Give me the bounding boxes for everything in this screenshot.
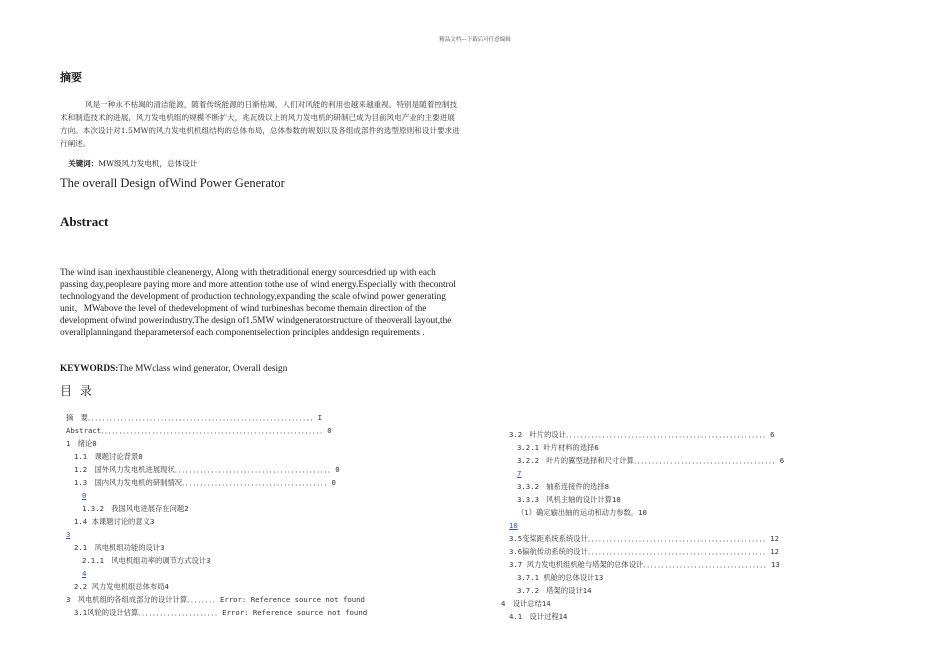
toc-entry[interactable]: 1 绪论0 <box>66 439 97 448</box>
en-abstract-body: The wind isan inexhaustible cleanenergy, Along with thetraditional energy sourcesdried up with each passing day,peopleare paying more and more attention tothe use of wind energy.Especially with thecontrol technologyand the development of production technology,expanding the scale ofwind power generating unit，MWabove the level of thedevelopment of wind turbineshas become themain direction of the development ofwind powerindustry.The design of1.5MW windgeneratorstructure of theoverall layout,the overallplanningand theparametersof each componentselection principles anddesign requirements . <box>60 268 456 338</box>
toc-entry[interactable]: 3.1风轮的设计估算．．．．．．．．．．．．．．．．．．．．．．Error: Reference source not found <box>74 608 368 617</box>
toc-title: 目 录 <box>60 384 94 398</box>
toc-entry[interactable]: 3.3.2 轴系连接件的选择8 <box>517 482 610 491</box>
toc-page-link[interactable]: 10 <box>509 521 518 530</box>
zh-keywords-label: 关键词： <box>68 159 99 168</box>
toc-page-link[interactable]: 3 <box>66 530 71 539</box>
en-keywords-value: The MWclass wind generator, Overall design <box>118 364 288 374</box>
toc-entry[interactable]: 摘 要．．．．．．．．．．．．．．．．．．．．．．．．．．．．．．．．．．．．．．．．．．．．．．．．．．．．．．．．．．．．．．I <box>66 413 323 422</box>
toc-entry[interactable]: 3.7.2 塔架的设计14 <box>517 586 592 595</box>
toc-entry[interactable]: 3.7.1 机舱的总体设计13 <box>517 573 604 582</box>
toc-entry[interactable]: 2.1.1 风电机组功率的调节方式设计3 <box>82 556 211 565</box>
toc-entry[interactable]: 1.3 国内风力发电机的研制情况．．．．．．．．．．．．．．．．．．．．．．．．．．．．．．．．．．．．．．．．0 <box>74 478 336 487</box>
toc-page-link[interactable]: 0 <box>82 491 87 500</box>
toc-entry[interactable]: 3.7 风力发电机组机舱与塔架的总体设计．．．．．．．．．．．．．．．．．．．．．．．．．．．．．．．．．．13 <box>509 560 780 569</box>
en-keywords <box>60 363 287 374</box>
toc-entry[interactable]: 1.3.2 我国风电进展存在问题2 <box>82 504 189 513</box>
toc-entry[interactable]: 4.1 设计过程14 <box>509 612 568 621</box>
toc-page-link[interactable]: 7 <box>517 469 522 478</box>
toc-page-link[interactable]: 4 <box>82 569 87 578</box>
toc-entry[interactable]: 3.6偏航传动系统的设计．．．．．．．．．．．．．．．．．．．．．．．．．．．．．．．．．．．．．．．．．．．．．．．．．12 <box>509 547 779 556</box>
zh-abstract-body: 风是一种永不枯竭的清洁能源，随着传统能源的日渐枯竭，人们对风能的利用也越来越重视。特别是随着控制技术和制造技术的进展，风力发电机组的规模不断扩大，兆瓦级以上的风力发电机的研制已成为目前风电产业的主要进展方向。本次设计对1.5MW的风力发电机机组结构的总体布局，总体参数的规划以及各组成部件的选型原则和设计要求进行阐述。 <box>60 100 460 148</box>
toc-entry[interactable]: 2.1 风电机组功能的设计3 <box>74 543 165 552</box>
en-abstract-heading: Abstract <box>60 214 109 229</box>
toc-entry[interactable]: 3.2.1 叶片材料的选择6 <box>517 443 599 452</box>
toc-entry[interactable]: Abstract．．．．．．．．．．．．．．．．．．．．．．．．．．．．．．．．．．．．．．．．．．．．．．．．．．．．．．．．．．．．．0 <box>66 426 332 435</box>
toc-entry[interactable]: 1.2 国外风力发电机进展现状．．．．．．．．．．．．．．．．．．．．．．．．．．．．．．．．．．．．．．．．．．．0 <box>74 465 340 474</box>
en-keywords-label: KEYWORDS: <box>60 364 119 374</box>
zh-keywords <box>68 158 198 169</box>
toc-entry[interactable]: 4 设计总结14 <box>501 599 551 608</box>
page-header: 精品文档---下载后可任意编辑 <box>439 37 511 43</box>
toc-entry[interactable]: 3.5变桨距系统系统设计．．．．．．．．．．．．．．．．．．．．．．．．．．．．．．．．．．．．．．．．．．．．．．．．．12 <box>509 534 779 543</box>
zh-keywords-value: MW级风力发电机，总体设计 <box>98 159 198 168</box>
toc-entry[interactable]: 2.2 风力发电机组总体布局4 <box>74 582 169 591</box>
toc-entry[interactable]: 3 风电机组的各组成部分的设计计算．．．．．．．．Error: Reference source not found <box>66 595 365 604</box>
toc-entry[interactable]: （1）确定输出轴的运动和动力参数。10 <box>517 508 647 517</box>
toc-entry[interactable]: 3.2 叶片的设计．．．．．．．．．．．．．．．．．．．．．．．．．．．．．．．．．．．．．．．．．．．．．．．．．．．．．．．6 <box>509 430 775 439</box>
toc-entry[interactable]: 3.3.3 风机主轴的设计计算10 <box>517 495 621 504</box>
toc-entry[interactable]: 1.1 课题讨论背景0 <box>74 452 143 461</box>
toc-entry[interactable]: 1.4 本课题讨论的意义3 <box>74 517 155 526</box>
toc-entry[interactable]: 3.2.2 叶片的翼型选择和尺寸计算．．．．．．．．．．．．．．．．．．．．．．．．．．．．．．．．．．．．．．．6 <box>517 456 785 465</box>
en-title: The overall Design ofWind Power Generator <box>60 176 285 190</box>
zh-abstract-heading: 摘要 <box>60 71 82 84</box>
